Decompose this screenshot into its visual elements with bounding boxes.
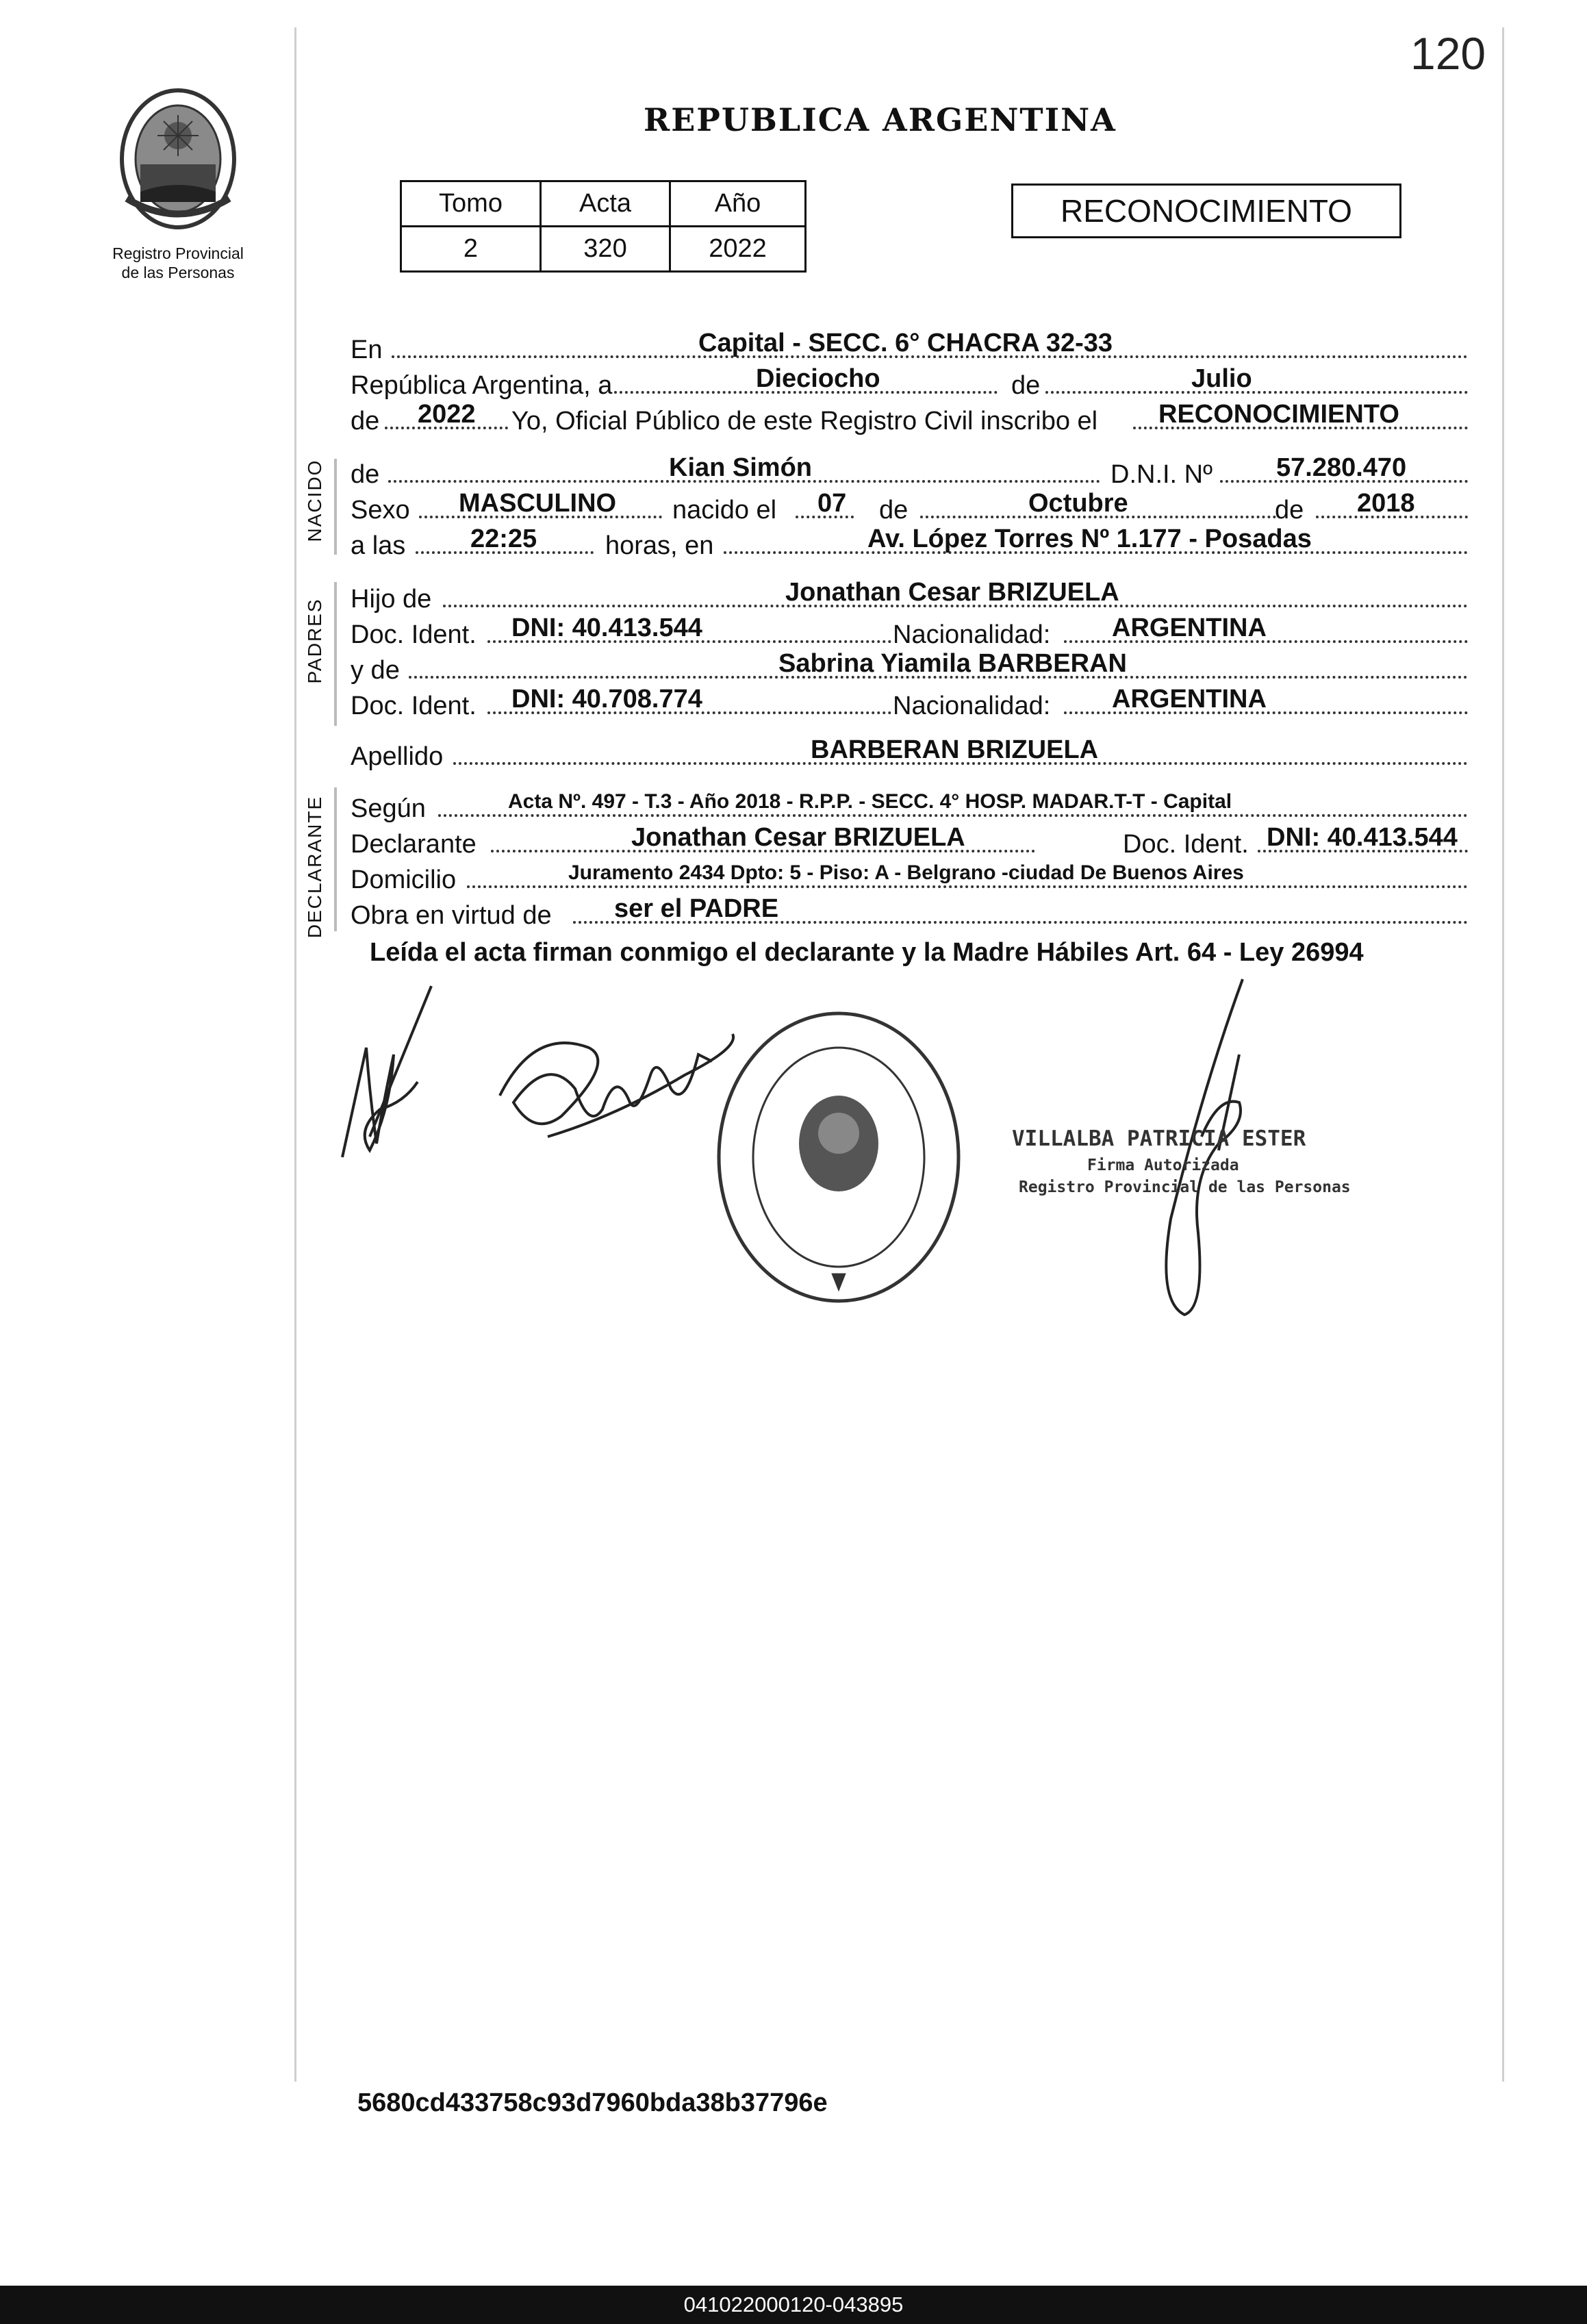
officer-role: Firma Autorizada — [1087, 1157, 1239, 1174]
nacionalidad-madre-label: Nacionalidad: — [893, 692, 1051, 720]
document-hash: 5680cd433758c93d7960bda38b37796e — [357, 2088, 828, 2117]
section-label-padres: PADRES — [304, 598, 325, 684]
line-nombre — [351, 453, 1468, 489]
line-obra — [351, 894, 1468, 930]
logo-caption — [75, 244, 281, 282]
hijo-de-label: Hijo de — [351, 585, 432, 614]
tomo-value: 2 — [401, 227, 541, 272]
nacionalidad-padre-label: Nacionalidad: — [893, 620, 1051, 649]
line-sexo — [351, 489, 1468, 525]
dia-value: Dieciocho — [756, 364, 880, 393]
acta-header: Acta — [541, 181, 670, 227]
footer-id: 041022000120-043895 — [683, 2293, 904, 2316]
padre-doc-value: DNI: 40.413.544 — [511, 614, 702, 642]
declarante-value: Jonathan Cesar BRIZUELA — [631, 823, 965, 852]
anio-header: Año — [670, 181, 806, 227]
madre-nac-value: ARGENTINA — [1112, 685, 1267, 713]
line-madre-doc — [351, 685, 1468, 720]
doc-ident-declarante-label: Doc. Ident. — [1123, 830, 1249, 859]
right-margin-line — [1502, 27, 1504, 2082]
padre-nac-value: ARGENTINA — [1112, 614, 1267, 642]
nac-dia-value: 07 — [817, 489, 847, 518]
line-padre-doc — [351, 614, 1468, 649]
declarante-label: Declarante — [351, 830, 477, 859]
dni-value: 57.280.470 — [1276, 453, 1407, 482]
nombre-value: Kian Simón — [669, 453, 813, 482]
tipo-value: RECONOCIMIENTO — [1158, 400, 1399, 429]
line-republica — [351, 364, 1468, 400]
de-nombre-label: de — [351, 460, 380, 489]
republica-label: República Argentina, a — [351, 371, 613, 400]
line-declarante — [351, 823, 1468, 859]
de-mes-label: de — [879, 496, 909, 525]
mes-value: Julio — [1191, 364, 1252, 393]
nac-mes-value: Octubre — [1028, 489, 1128, 518]
madre-value: Sabrina Yiamila BARBERAN — [778, 649, 1127, 678]
act-type-box: RECONOCIMIENTO — [1011, 184, 1401, 238]
logo-caption-line-2: de las Personas — [121, 264, 235, 281]
document-title: REPUBLICA ARGENTINA — [644, 101, 1117, 138]
hora-value: 22:25 — [470, 525, 537, 553]
sexo-label: Sexo — [351, 496, 410, 525]
de-label: de — [1011, 371, 1041, 400]
line-domicilio — [351, 859, 1468, 894]
nac-anio-value: 2018 — [1357, 489, 1415, 518]
en-label: En — [351, 336, 383, 364]
dni-label: D.N.I. Nº — [1110, 460, 1213, 489]
obra-value: ser el PADRE — [614, 894, 779, 923]
line-madre — [351, 649, 1468, 685]
madre-doc-value: DNI: 40.708.774 — [511, 685, 702, 713]
domicilio-value: Juramento 2434 Dpto: 5 - Piso: A - Belgrano -ciudad De Buenos Aires — [568, 861, 1244, 884]
bracket-padres — [334, 582, 337, 726]
sexo-value: MASCULINO — [459, 489, 617, 518]
padre-value: Jonathan Cesar BRIZUELA — [785, 578, 1119, 607]
inscribo-text: Yo, Oficial Público de este Registro Civil inscribo el — [511, 407, 1098, 435]
nacido-label: nacido el — [672, 496, 777, 525]
registry-header-row — [401, 181, 806, 227]
horas-en-label: horas, en — [605, 531, 714, 560]
apellido-value: BARBERAN BRIZUELA — [811, 735, 1099, 764]
line-apellido — [351, 735, 1468, 771]
section-label-nacido: NACIDO — [304, 459, 325, 542]
page-number: 120 — [1410, 28, 1486, 79]
mother-signature — [500, 1034, 733, 1137]
officer-block — [1012, 1126, 1351, 1196]
registry-table — [400, 180, 807, 273]
lugar-value: Capital - SECC. 6° CHACRA 32-33 — [698, 329, 1113, 357]
section-label-declarante: DECLARANTE — [304, 795, 325, 939]
registry-value-row — [401, 227, 806, 272]
bracket-nacido — [334, 459, 337, 555]
line-inscribo — [351, 400, 1468, 435]
line-hora — [351, 525, 1468, 560]
apellido-label: Apellido — [351, 742, 444, 771]
closing-statement: Leída el acta firman conmigo el declarante y la Madre Hábiles Art. 64 - Ley 26994 — [370, 938, 1364, 967]
acta-value: 320 — [541, 227, 670, 272]
de-anio-label: de — [351, 407, 380, 435]
left-margin-line — [294, 27, 296, 2082]
segun-value: Acta Nº. 497 - T.3 - Año 2018 - R.P.P. - SECC. 4° HOSP. MADAR.T-T - Capital — [508, 790, 1232, 813]
y-de-label: y de — [351, 656, 400, 685]
a-las-label: a las — [351, 531, 406, 560]
province-emblem — [113, 82, 243, 233]
bracket-declarante — [334, 787, 337, 931]
segun-label: Según — [351, 794, 426, 823]
dotted-leader — [1045, 391, 1468, 394]
de-anio-nac-label: de — [1275, 496, 1304, 525]
officer-name: VILLALBA PATRICIA ESTER — [1012, 1126, 1306, 1151]
doc-ident-padre-label: Doc. Ident. — [351, 620, 477, 649]
official-stamp — [719, 1013, 958, 1301]
line-segun — [351, 787, 1468, 823]
declarante-doc-value: DNI: 40.413.544 — [1267, 823, 1458, 852]
anio-value: 2022 — [670, 227, 806, 272]
obra-label: Obra en virtud de — [351, 901, 552, 930]
declarant-signature — [342, 986, 431, 1157]
line-en — [351, 329, 1468, 364]
line-padre — [351, 578, 1468, 614]
officer-org: Registro Provincial de las Personas — [1019, 1178, 1351, 1196]
lugar-nacimiento-value: Av. López Torres Nº 1.177 - Posadas — [867, 525, 1312, 553]
doc-ident-madre-label: Doc. Ident. — [351, 692, 477, 720]
anio-inscripcion-value: 2022 — [418, 400, 476, 429]
domicilio-label: Domicilio — [351, 866, 457, 894]
tomo-header: Tomo — [401, 181, 541, 227]
logo-caption-line-1: Registro Provincial — [112, 244, 244, 262]
